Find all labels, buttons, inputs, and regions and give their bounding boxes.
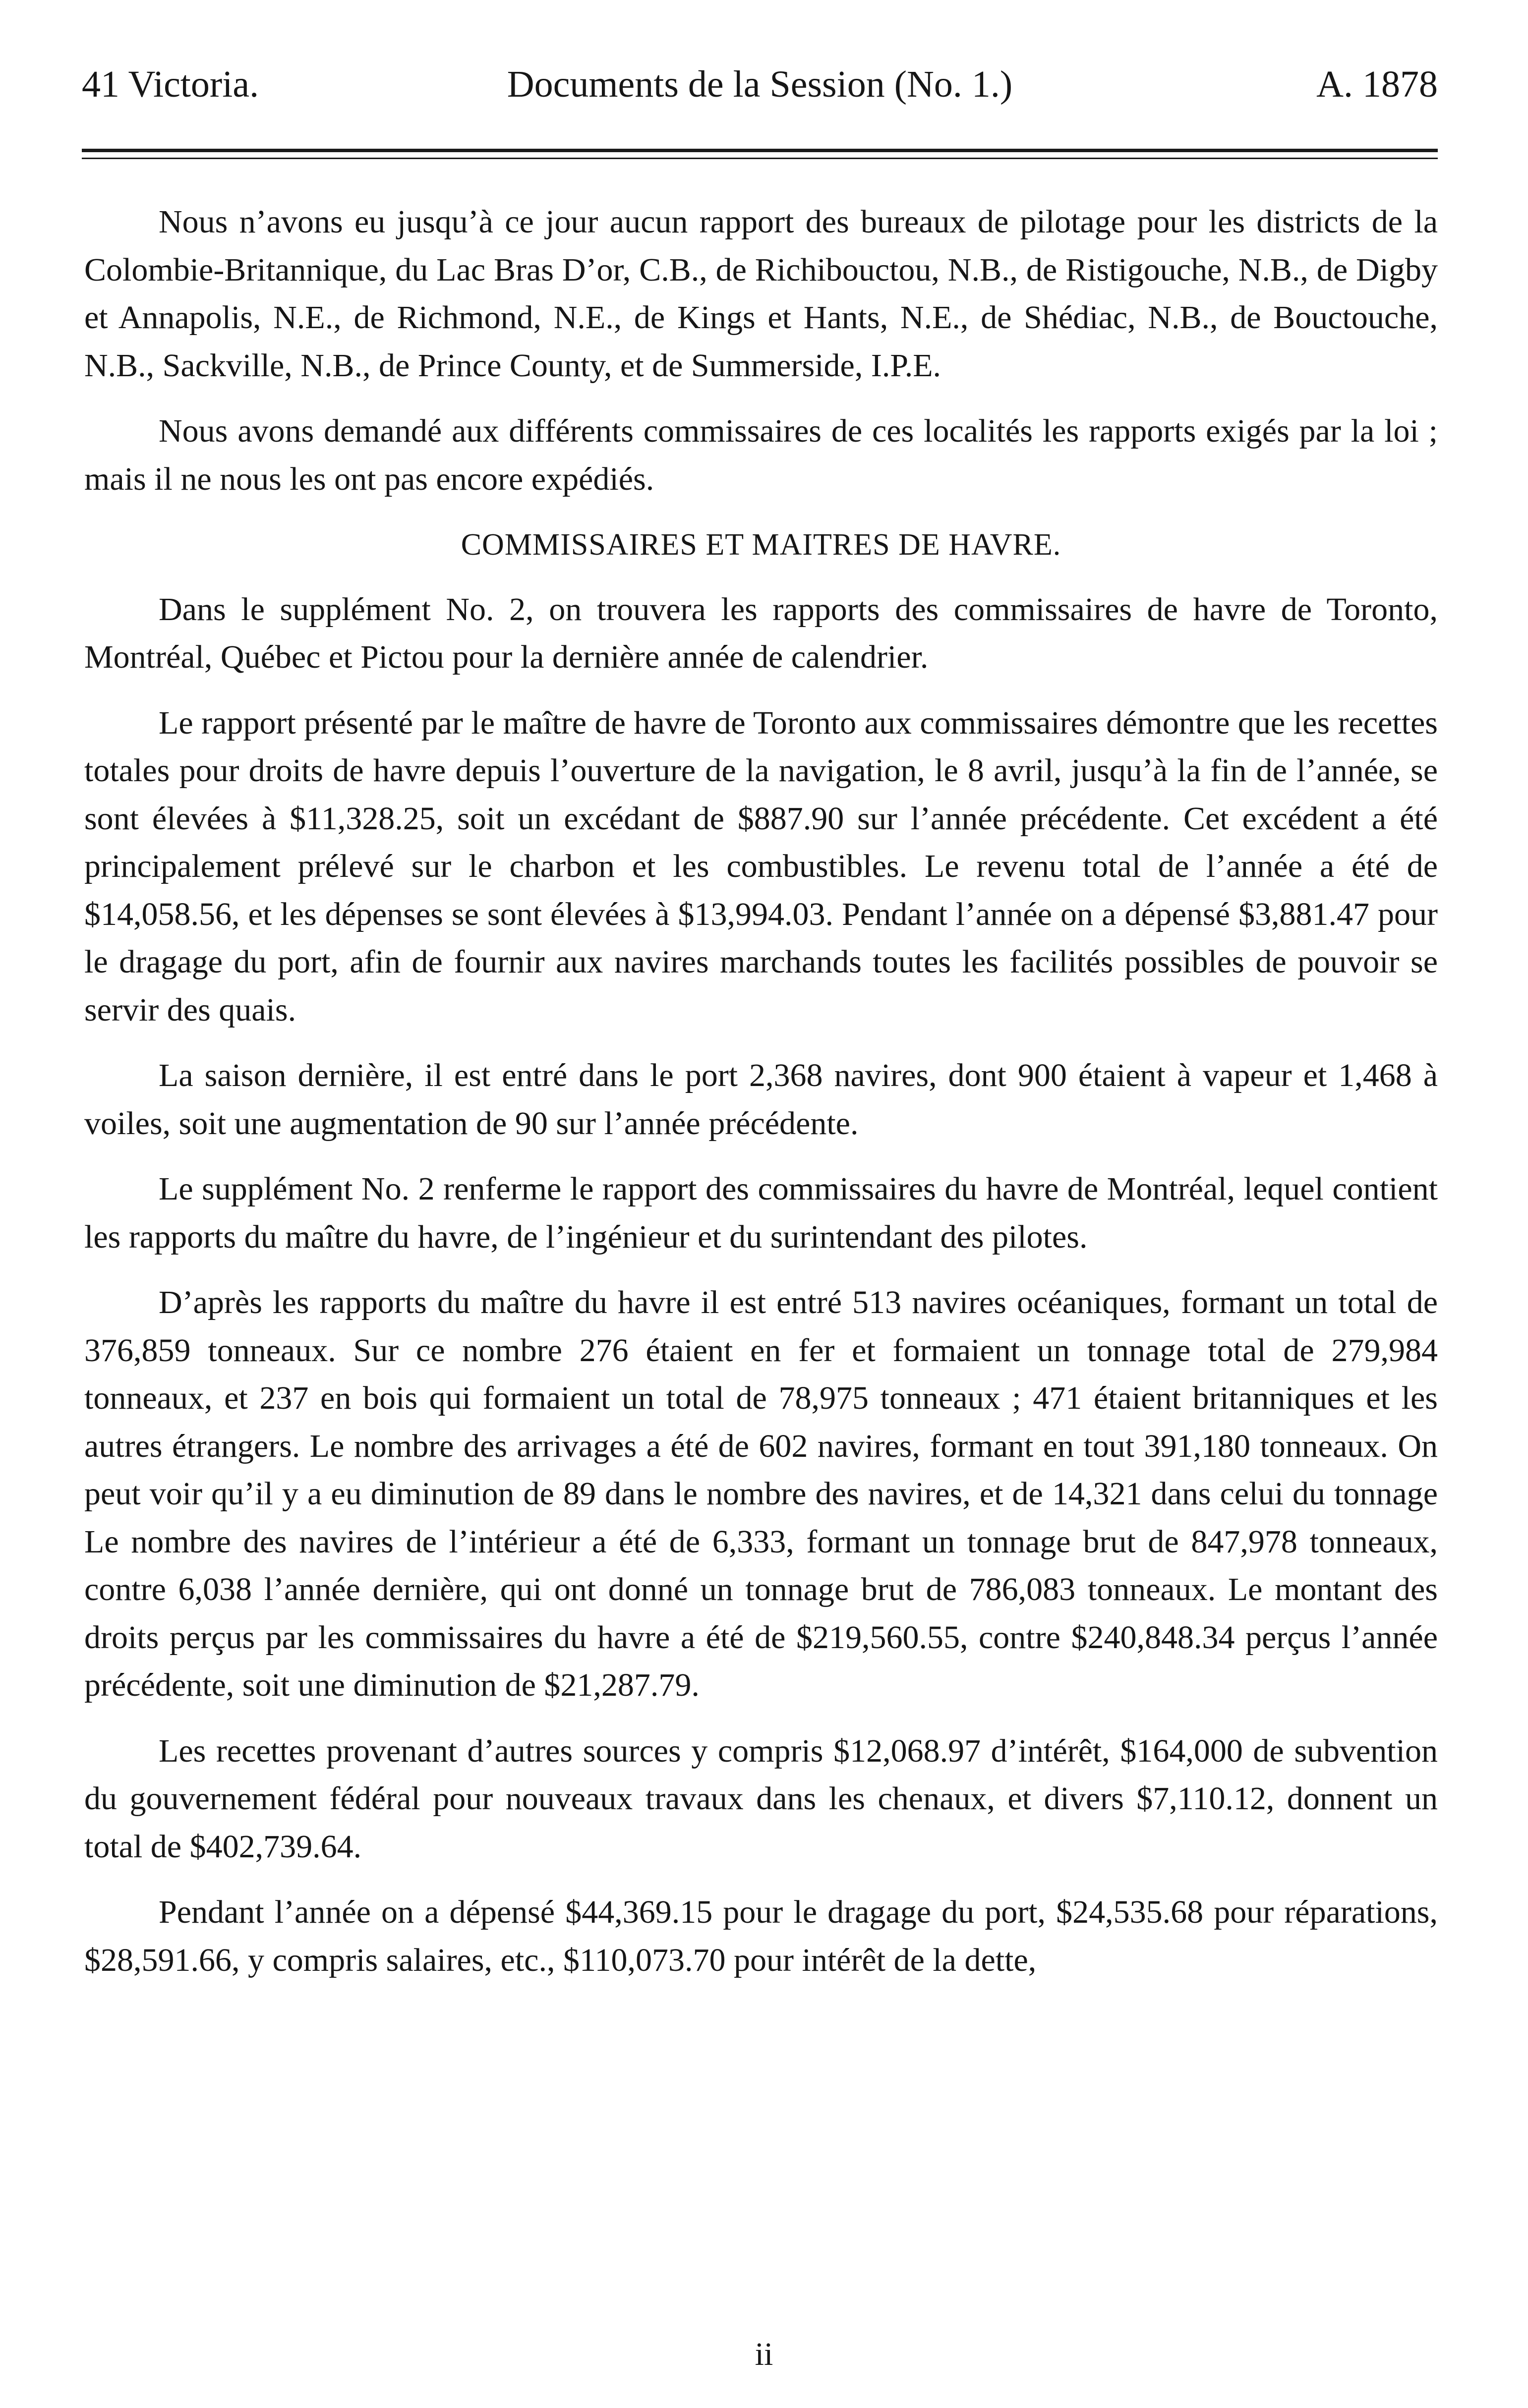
- paragraph: La saison dernière, il est entré dans le port 2,368 navires, dont 900 étaient à vapeur et 1,468 à voiles, soit une augmentation de 90 sur l’année précédente.: [84, 1057, 1438, 1142]
- paragraph: D’après les rapports du maître du havre il est entré 513 navires océaniques, formant un total de 376,859 tonneaux. Sur ce nombre 276 étaient en fer et formaient un tonnage total de 279,984 tonneaux, et 237 en bois qui formaient un total de 78,975 tonneaux ; 471 étaient britanniques et les autres étrangers. Le nombre des arrivages a été de 602 navires, formant en tout 391,180 tonneaux. On peut voir qu’il y a eu diminution de 89 dans le nombre des navires, et de 14,321 dans celui du tonnage Le nombre des navires de l’intérieur a été de 6,333, formant un tonnage brut de 847,978 tonneaux, contre 6,038 l’année dernière, qui ont donné un tonnage brut de 786,083 tonneaux. Le montant des droits perçus par les commissaires du havre a été de $219,560.55, contre $240,848.34 perçus l’année précédente, soit une diminution de $21,287.79.: [84, 1284, 1438, 1703]
- header-regnal-year: 41 Victoria.: [82, 63, 259, 105]
- paragraph: Le rapport présenté par le maître de havre de Toronto aux commissaires démontre que les recettes totales pour droits de havre depuis l’ouverture de la navigation, le 8 avril, jusqu’à la fin de l’année, se sont élevées à $11,328.25, soit un excédant de $887.90 sur l’année précédente. Cet excédent a été principalement prélevé sur le charbon et les combustibles. Le revenu total de l’année a été de $14,058.56, et les dépenses se sont élevées à $13,994.03. Pendant l’année on a dépensé $3,881.47 pour le dragage du port, afin de fournir aux navires marchands toutes les facilités possibles de pouvoir se servir des quais.: [84, 704, 1438, 1028]
- header-year: A. 1878: [1316, 63, 1438, 105]
- header-rule-thick: [82, 149, 1438, 152]
- page-folio: ii: [755, 2336, 773, 2372]
- paragraph: Le supplément No. 2 renferme le rapport des commissaires du havre de Montréal, lequel contient les rapports du maître du havre, de l’ingénieur et du surintendant des pilotes.: [84, 1171, 1438, 1255]
- header-title: Documents de la Session (No. 1.): [507, 63, 1013, 105]
- paragraph: Les recettes provenant d’autres sources y compris $12,068.97 d’intérêt, $164,000 de subvention du gouvernement fédéral pour nouveaux travaux dans les chenaux, et divers $7,110.12, donnent un total de $402,739.64.: [84, 1732, 1438, 1865]
- paragraph: Pendant l’année on a dépensé $44,369.15 pour le dragage du port, $24,535.68 pour réparations, $28,591.66, y compris salaires, etc., $110,073.70 pour intérêt de la dette,: [84, 1894, 1438, 1978]
- paragraph: Dans le supplément No. 2, on trouvera les rapports des commissaires de havre de Toronto, Montréal, Québec et Pictou pour la dernière année de calendrier.: [84, 591, 1438, 675]
- paragraph: Nous avons demandé aux différents commissaires de ces localités les rapports exigés par la loi ; mais il ne nous les ont pas encore expédiés.: [84, 413, 1438, 497]
- running-header: [82, 55, 1438, 114]
- header-rule-thin: [82, 158, 1438, 159]
- body-text: [84, 198, 1438, 2002]
- section-heading: COMMISSAIRES ET MAITRES DE HAVRE.: [461, 528, 1061, 562]
- paragraph: Nous n’avons eu jusqu’à ce jour aucun rapport des bureaux de pilotage pour les districts de la Colombie-Britannique, du Lac Bras D’or, C.B., de Richibouctou, N.B., de Ristigouche, N.B., de Digby et Annapolis, N.E., de Richmond, N.E., de Kings et Hants, N.E., de Shédiac, N.B., de Bouctouche, N.B., Sackville, N.B., de Prince County, et de Summerside, I.P.E.: [84, 204, 1438, 384]
